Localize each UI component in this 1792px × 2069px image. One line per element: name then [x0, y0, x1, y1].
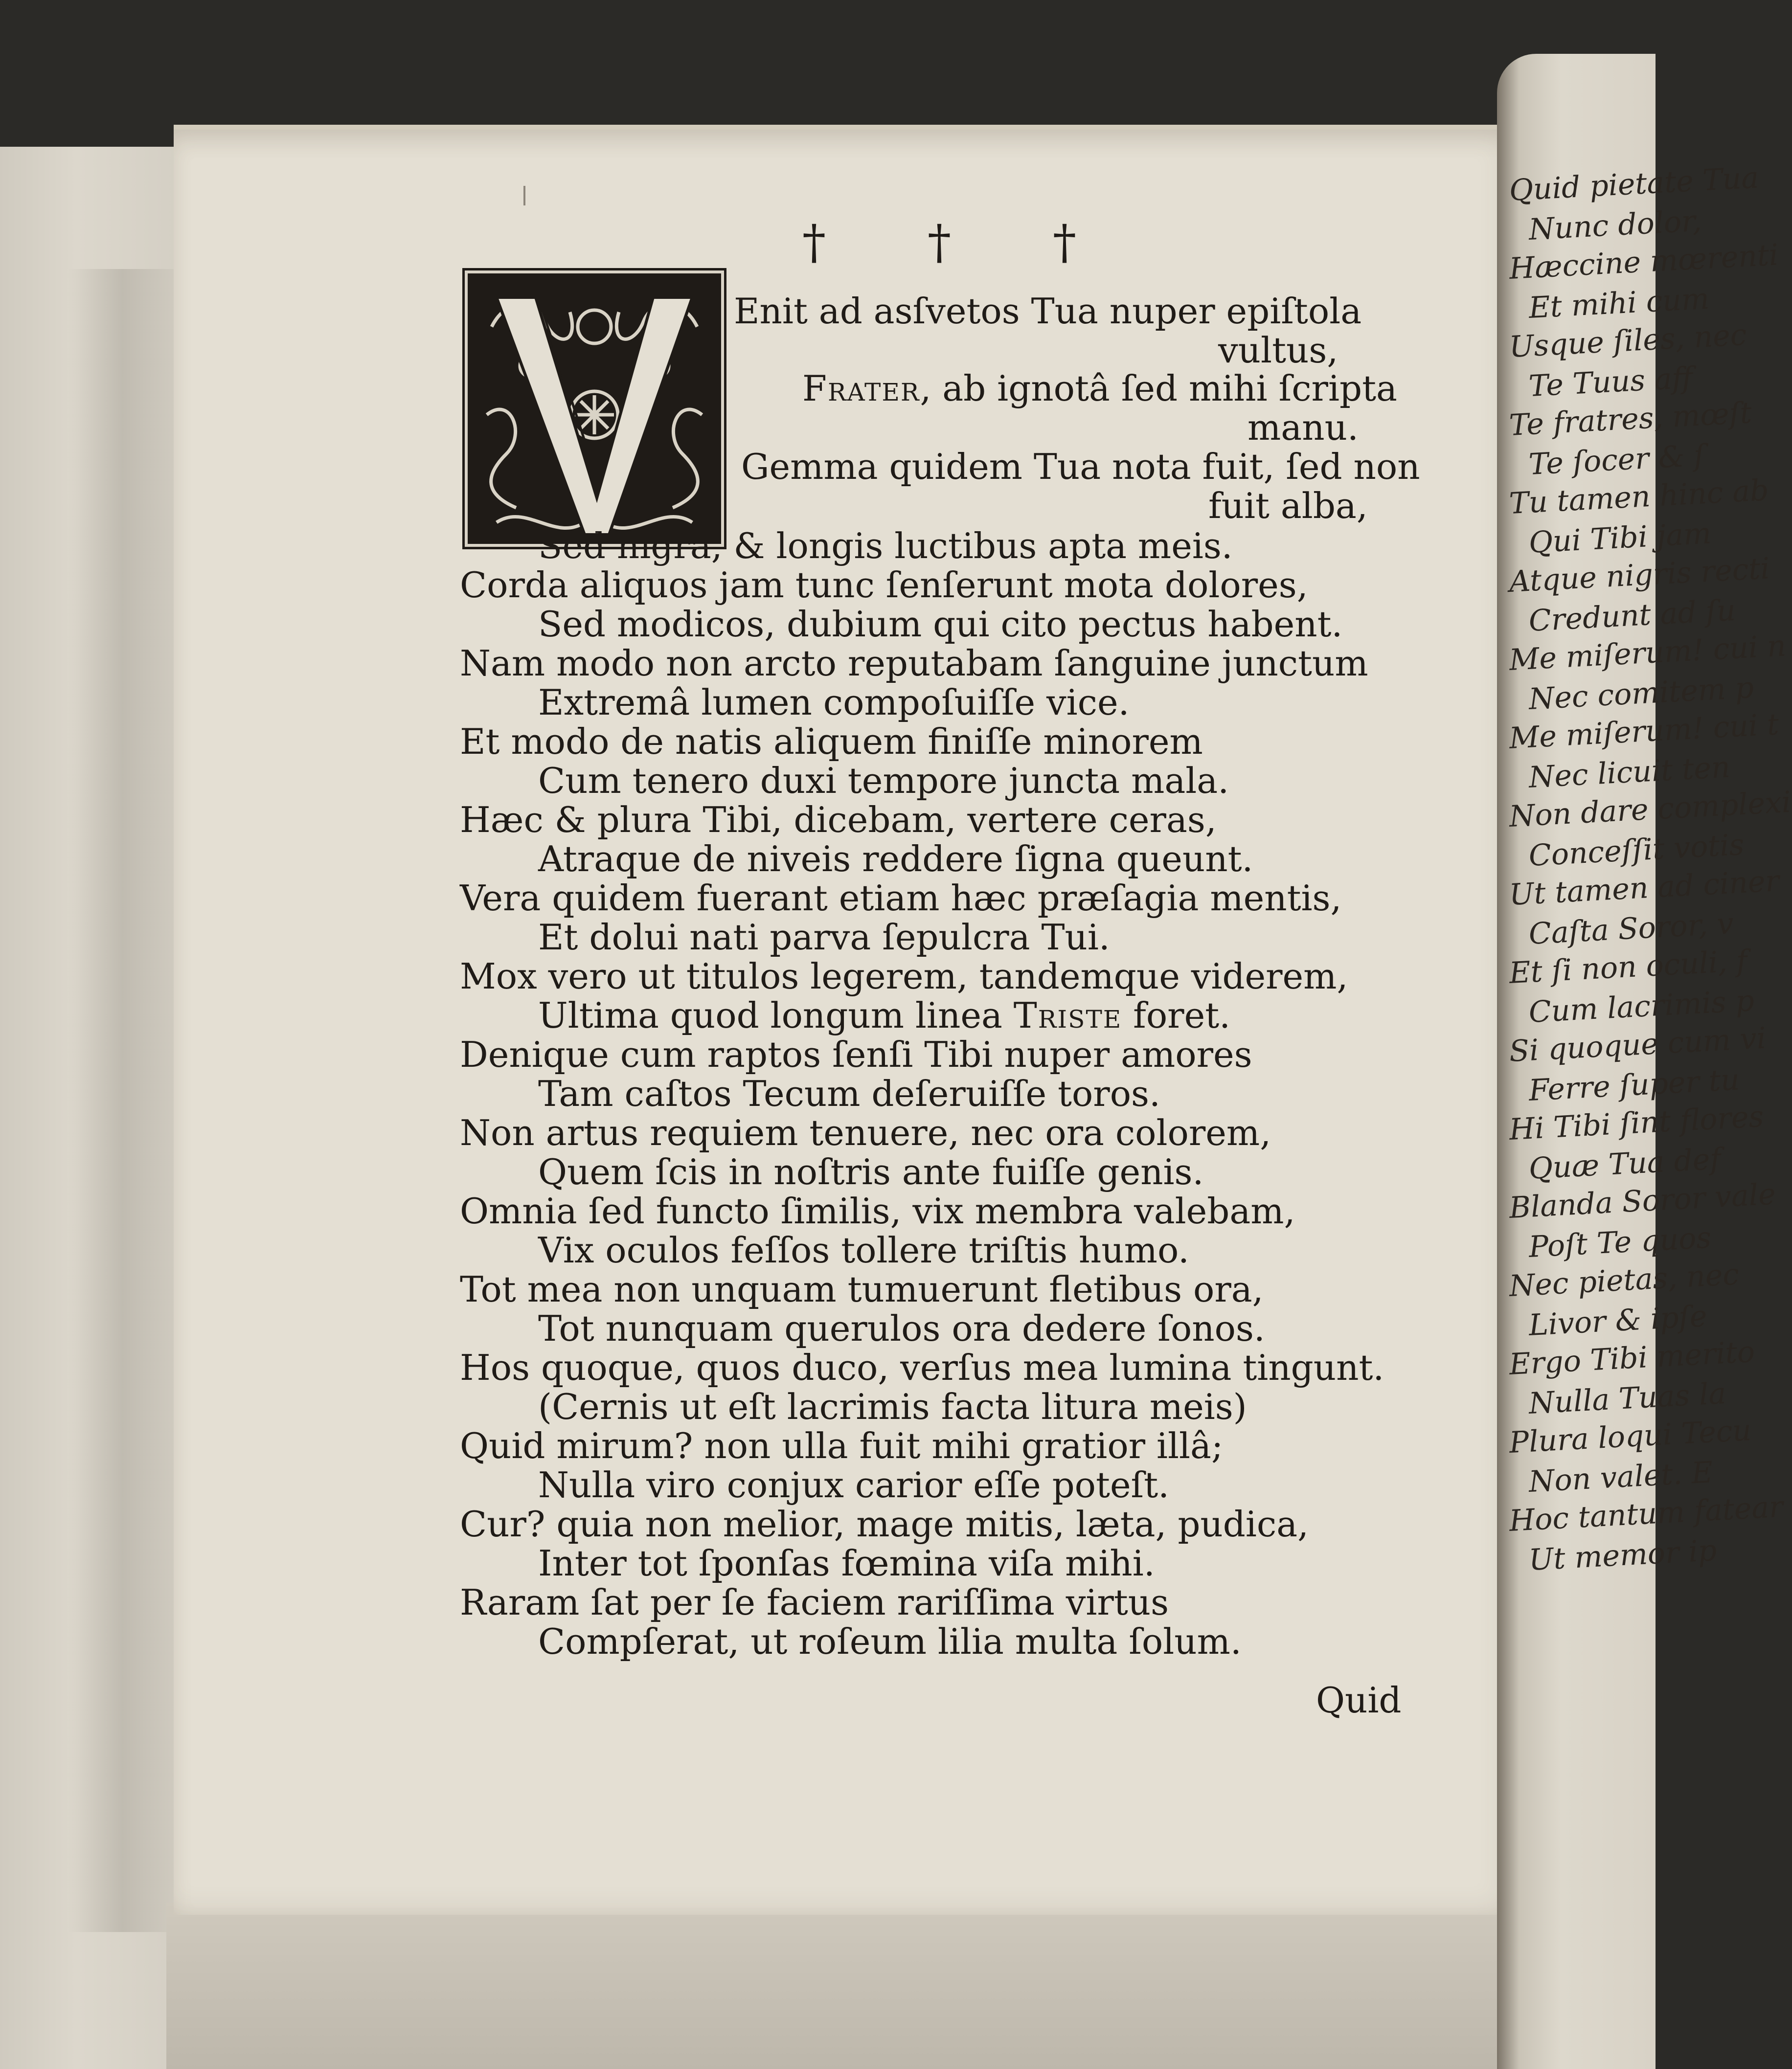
- line-text-continued: Enit ad asſvetos Tua nuper epiſtola: [734, 291, 1362, 332]
- facing-page-line: Nec licuit ten: [1528, 750, 1731, 795]
- poem-line: [538, 604, 1343, 645]
- catchword: Quid: [1316, 1680, 1402, 1721]
- facing-page-line: Me miſerum! cui n: [1508, 629, 1787, 677]
- line-text: Omnia ſed functo ſimilis, vix membra valebam,: [460, 1191, 1295, 1232]
- poem-line: [538, 1151, 1204, 1192]
- poem-line: [460, 1034, 1252, 1075]
- cross-icon: †: [802, 215, 826, 270]
- poem-line: [538, 682, 1130, 723]
- line-text: Corda aliquos jam tunc ſenſerunt mota dolores,: [460, 564, 1308, 606]
- cross-icon: †: [1053, 215, 1076, 270]
- poem-line: [741, 446, 1420, 487]
- facing-page-line: Usque ſiles, nec: [1508, 317, 1747, 364]
- line-text: Quid mirum? non ulla fuit mihi gratior illâ;: [460, 1425, 1224, 1466]
- facing-page-line: Te fratres, mœſt: [1508, 396, 1753, 443]
- facing-page-line: Hoc tantum fatear: [1508, 1489, 1784, 1538]
- line-text: Hæc & plura Tibi, dicebam, vertere ceras,: [460, 799, 1217, 840]
- poem-line: [460, 564, 1308, 606]
- ornament-icon: [462, 268, 726, 549]
- line-text-continued: foret.: [1122, 995, 1231, 1036]
- line-text: Tam caſtos Tecum deſeruiſſe toros.: [538, 1073, 1160, 1114]
- facing-page-line: Nec comitem p: [1528, 670, 1755, 717]
- poem-line: [460, 1504, 1309, 1545]
- poem-line: [538, 1621, 1242, 1662]
- line-text: Vix oculos feſſos tollere triſtis humo.: [538, 1230, 1189, 1271]
- poem-line: [460, 799, 1217, 840]
- line-text: Mox vero ut titulos legerem, tandemque viderem,: [460, 956, 1348, 997]
- poem-line: [538, 1308, 1265, 1349]
- poem-line: [460, 877, 1342, 919]
- facing-page-line: Hi Tibi ſint flores: [1508, 1099, 1765, 1147]
- facing-page-line: Si quoque cum vi: [1508, 1021, 1767, 1069]
- facing-page-line: Ut memor ip: [1528, 1533, 1718, 1577]
- facing-page-line: Quid pietate Tua: [1508, 160, 1760, 208]
- facing-page-line: Caſta Soror, v: [1528, 906, 1735, 951]
- poem-line: [538, 1464, 1170, 1506]
- line-text: Sed modicos, dubium qui cito pectus habent.: [538, 604, 1343, 645]
- facing-page-line: Non dare complexi: [1508, 785, 1792, 834]
- line-text: Tot nunquam querulos ora dedere ſonos.: [538, 1308, 1265, 1349]
- line-text: Hos quoque, quos duco, verſus mea lumina tingunt.: [460, 1347, 1384, 1388]
- facing-page-line: Cum lacrimis p: [1528, 983, 1755, 1030]
- crosses-ornament: [802, 215, 1076, 269]
- facing-page-line: Qui Tibi jam: [1528, 516, 1712, 560]
- poem-line: [1218, 330, 1338, 371]
- line-text-continued: , ab ignotâ ſed mihi ſcripta: [920, 368, 1397, 409]
- line-smallcaps-word: Triste: [1013, 995, 1122, 1036]
- poem-line: [460, 721, 1203, 762]
- facing-page-line: Livor & ipſe: [1528, 1299, 1708, 1343]
- line-text: Inter tot ſponſas fœmina viſa mihi.: [538, 1543, 1155, 1584]
- line-text: Sed nigra, & longis luctibus apta meis.: [538, 525, 1233, 566]
- poem-line: [538, 1386, 1247, 1427]
- line-text: Cum tenero duxi tempore juncta mala.: [538, 760, 1229, 801]
- line-smallcaps-word: Frater: [802, 368, 920, 409]
- poem-line: [1248, 407, 1359, 448]
- line-text: Vera quidem fuerant etiam hæc præſagia mentis,: [460, 877, 1342, 919]
- line-text: fuit alba,: [1208, 485, 1368, 526]
- line-text: Cur? quia non melior, mage mitis, læta, pudica,: [460, 1504, 1309, 1545]
- line-text: Nulla viro conjux carior eſſe poteſt.: [538, 1464, 1170, 1506]
- facing-page-line: Ut tamen ad ciner: [1508, 864, 1780, 912]
- line-text: Et modo de natis aliquem finiſſe minorem: [460, 721, 1203, 762]
- facing-page-line: Non valet. E: [1528, 1455, 1714, 1499]
- line-text: Atraque de niveis reddere ſigna queunt.: [538, 838, 1253, 879]
- previous-page-edge: [0, 147, 191, 2069]
- line-text: Raram ſat per ſe faciem rariſſima virtus: [460, 1582, 1169, 1623]
- facing-page-line: Te ſocer & ſ: [1528, 438, 1706, 482]
- facing-page-line: Et mihi cum: [1528, 281, 1710, 325]
- line-text: Tot mea non unquam tumuerunt fletibus ora,: [460, 1269, 1264, 1310]
- poem-line: [1208, 485, 1368, 526]
- poem-line: [538, 917, 1110, 958]
- facing-page-line: Hæccine mœrenti: [1508, 238, 1779, 286]
- line-text: Denique cum raptos ſenſi Tibi nuper amores: [460, 1034, 1252, 1075]
- line-text: Nam modo non arcto reputabam ſanguine junctum: [460, 643, 1368, 684]
- facing-page-line: Ergo Tibi merito: [1508, 1334, 1756, 1382]
- poem-line: [460, 1425, 1224, 1466]
- line-text: Quem ſcis in noſtris ante fuiſſe genis.: [538, 1151, 1204, 1192]
- facing-page-line: Te Tuus aff: [1528, 360, 1694, 404]
- facing-page-line: Conceſſit votis: [1528, 827, 1745, 873]
- poem-line: [538, 1543, 1155, 1584]
- facing-page-line: Nunc dolor,: [1528, 203, 1702, 247]
- line-text: vultus,: [1218, 330, 1338, 371]
- facing-page-line: Blanda Soror vale: [1508, 1177, 1777, 1225]
- line-text: Ultima quod longum linea: [538, 995, 1014, 1036]
- poem-line: [538, 525, 1233, 566]
- poem-line: [460, 956, 1348, 997]
- facing-page-line: Credunt ad ſu: [1528, 593, 1737, 638]
- poem-line: [538, 1073, 1160, 1114]
- facing-page-line: Ferre ſuper tu: [1528, 1062, 1741, 1108]
- facing-page-line: Et ſi non oculi, f: [1508, 944, 1748, 990]
- poem-line: [734, 291, 1362, 332]
- line-text: Non artus requiem tenuere, nec ora colorem,: [460, 1112, 1271, 1153]
- facing-page-line: Quæ Tua def: [1528, 1142, 1722, 1186]
- lower-page-edge: [166, 1903, 1536, 2069]
- poem-line: [460, 1269, 1264, 1310]
- facing-page-line: Plura loqui Tecu: [1508, 1413, 1752, 1460]
- poem-line: [538, 838, 1253, 879]
- line-text: Et dolui nati parva ſepulcra Tui.: [538, 917, 1110, 958]
- poem-line: [460, 1191, 1295, 1232]
- poem-line: [802, 368, 1397, 409]
- poem-line: [460, 1582, 1169, 1623]
- poem-line: [460, 643, 1368, 684]
- facing-page-line: Nec pietas, nec: [1508, 1257, 1740, 1304]
- poem-line: [538, 760, 1229, 801]
- line-text: Compſerat, ut roſeum lilia multa ſolum.: [538, 1621, 1242, 1662]
- facing-page-line: Me miſerum! cui t: [1508, 707, 1780, 756]
- pencil-mark: [523, 186, 525, 205]
- poem-line: [538, 1230, 1189, 1271]
- cross-icon: †: [928, 215, 951, 270]
- decorated-initial-v: [462, 268, 726, 549]
- poem-line: [460, 1112, 1271, 1153]
- facing-page-line: Nulla Tuas la: [1528, 1376, 1727, 1421]
- poem-line: [460, 1347, 1384, 1388]
- facing-page-line: Tu tamen hinc ab: [1508, 473, 1770, 521]
- facing-page-line: Atque nigris recti: [1508, 551, 1771, 599]
- facing-page-line: Poſt Te quos: [1528, 1220, 1712, 1264]
- line-text: manu.: [1248, 407, 1359, 448]
- line-text: Extremâ lumen compoſuiſſe vice.: [538, 682, 1130, 723]
- line-text: Gemma quidem Tua nota fuit, ſed non: [741, 446, 1420, 487]
- line-text: (Cernis ut eſt lacrimis facta litura meis): [538, 1386, 1247, 1427]
- poem-line: [538, 995, 1231, 1036]
